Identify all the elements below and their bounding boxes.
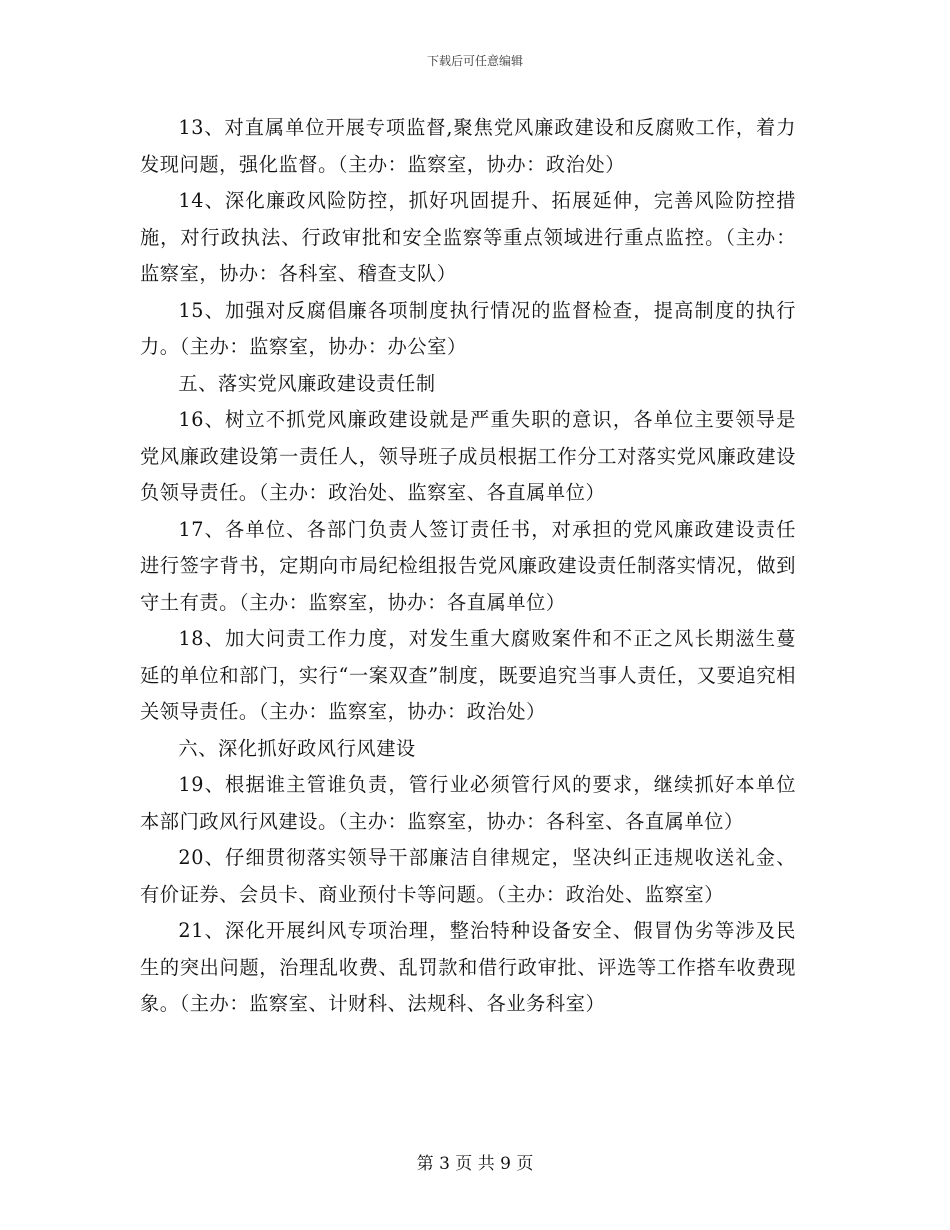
section-heading-6: 六、深化抓好政风行风建设 [178,736,416,760]
paragraph-item-13: 13、对直属单位开展专项监督,聚焦党风廉政建设和反腐败工作，着力发现问题，强化监督。（主办：监察室，协办：政治处） [140,116,796,176]
paragraph-item-15: 15、加强对反腐倡廉各项制度执行情况的监督检查，提高制度的执行力。（主办：监察室，协办：办公室） [140,298,796,358]
section-heading-5: 五、落实党风廉政建设责任制 [178,371,436,395]
page-header-note: 下载后可任意编辑 [426,54,523,68]
document-body [140,110,796,1023]
paragraph-item-17: 17、各单位、各部门负责人签订责任书，对承担的党风廉政建设责任进行签字背书，定期向市局纪检组报告党风廉政建设责任制落实情况，做到守土有责。（主办：监察室，协办：各直属单位） [140,517,796,614]
paragraph-item-19: 19、根据谁主管谁负责，管行业必须管行风的要求，继续抓好本单位本部门政风行风建设。（主办：监察室，协办：各科室、各直属单位） [140,773,796,833]
paragraph-item-20: 20、仔细贯彻落实领导干部廉洁自律规定，坚决纠正违规收送礼金、有价证券、会员卡、商业预付卡等问题。（主办：政治处、监察室） [140,846,796,906]
paragraph-item-21: 21、深化开展纠风专项治理，整治特种设备安全、假冒伪劣等涉及民生的突出问题，治理乱收费、乱罚款和借行政审批、评选等工作搭车收费现象。（主办：监察室、计财科、法规科、各业务科室） [140,919,796,1015]
paragraph-item-18: 18、加大问责工作力度，对发生重大腐败案件和不正之风长期滋生蔓延的单位和部门，实行“一案双查”制度，既要追究当事人责任，又要追究相关领导责任。（主办：监察室，协办：政治处） [140,627,796,723]
page-number: 第 3 页 共 9 页 [416,1154,534,1174]
paragraph-item-14: 14、深化廉政风险防控，抓好巩固提升、拓展延伸，完善风险防控措施，对行政执法、行政审批和安全监察等重点领域进行重点监控。（主办：监察室，协办：各科室、稽查支队） [140,189,796,285]
paragraph-item-16: 16、树立不抓党风廉政建设就是严重失职的意识，各单位主要领导是党风廉政建设第一责任人，领导班子成员根据工作分工对落实党风廉政建设负领导责任。（主办：政治处、监察室、各直属单位） [140,408,796,504]
